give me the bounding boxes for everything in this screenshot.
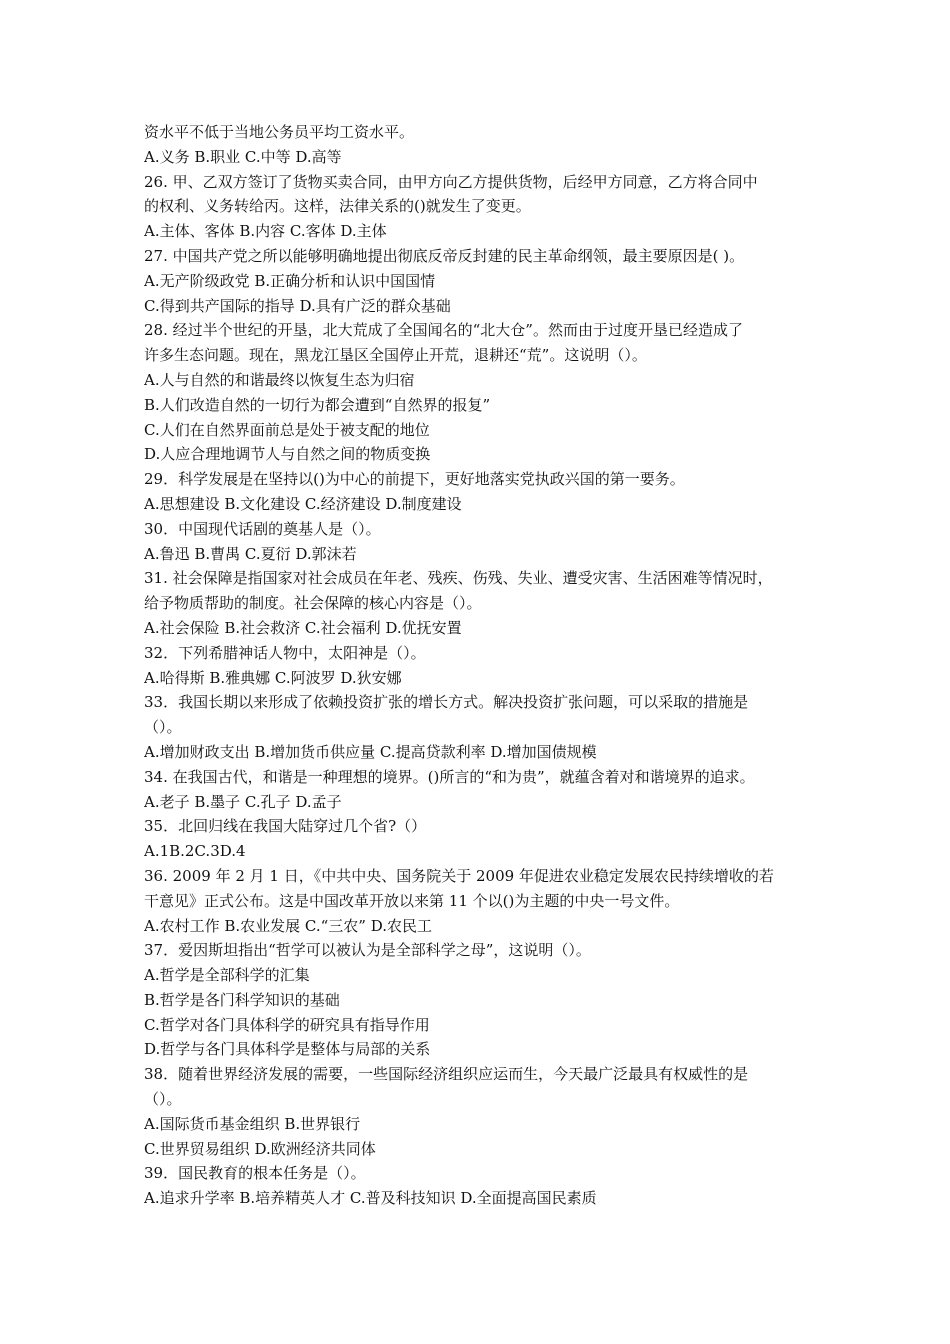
- answer-option-b: B.哲学是各门科学知识的基础: [144, 990, 340, 1009]
- answer-option-a: A.人与自然的和谐最终以恢复生态为归宿: [144, 370, 415, 389]
- question-35: 35．北回归线在我国大陆穿过几个省?（）: [144, 817, 427, 836]
- question-36-cont: 干意见》正式公布。这是中国改革开放以来第 11 个以()为主题的中央一号文件。: [144, 891, 680, 910]
- answer-options: A.鲁迅 B.曹禺 C.夏衍 D.郭沫若: [144, 544, 357, 563]
- answer-option-c: C.人们在自然界面前总是处于被支配的地位: [144, 420, 430, 439]
- answer-option-b: B.人们改造自然的一切行为都会遭到“自然界的报复”: [144, 395, 491, 414]
- answer-options: A.思想建设 B.文化建设 C.经济建设 D.制度建设: [144, 494, 462, 513]
- answer-option-a: A.哲学是全部科学的汇集: [144, 966, 310, 985]
- text-line: 资水平不低于当地公务员平均工资水平。: [144, 123, 415, 141]
- answer-options: A.老子 B.墨子 C.孔子 D.孟子: [144, 792, 342, 811]
- answer-options: A.1B.2C.3D.4: [144, 842, 246, 861]
- document-body: [144, 120, 814, 1211]
- question-33-cont: （）。: [144, 718, 182, 737]
- answer-option-c: C.哲学对各门具体科学的研究具有指导作用: [144, 1015, 430, 1034]
- question-38-cont: （）。: [144, 1090, 182, 1109]
- answer-options: A.国际货币基金组织 B.世界银行: [144, 1114, 361, 1133]
- question-36: 36. 2009 年 2 月 1 日，《中共中央、国务院关于 2009 年促进农业稳定发展农民持续增收的若: [144, 866, 774, 885]
- question-37: 37．爱因斯坦指出“哲学可以被认为是全部科学之母”，这说明（）。: [144, 941, 591, 960]
- question-33: 33．我国长期以来形成了依赖投资扩张的增长方式。解决投资扩张问题，可以采取的措施是: [144, 693, 749, 712]
- answer-options: A.无产阶级政党 B.正确分析和认识中国国情: [144, 271, 436, 290]
- question-38: 38．随着世界经济发展的需要，一些国际经济组织应运而生，今天最广泛最具有权威性的是: [144, 1065, 749, 1084]
- answer-options: C.得到共产国际的指导 D.具有广泛的群众基础: [144, 296, 451, 315]
- question-39: 39．国民教育的根本任务是（）。: [144, 1164, 366, 1183]
- answer-options: A.哈得斯 B.雅典娜 C.阿波罗 D.狄安娜: [144, 668, 402, 687]
- answer-options: A.社会保险 B.社会救济 C.社会福利 D.优抚安置: [144, 618, 462, 637]
- answer-options: A.义务 B.职业 C.中等 D.高等: [144, 147, 342, 166]
- question-28-cont: 许多生态问题。现在，黑龙江垦区全国停止开荒，退耕还“荒”。这说明（）。: [144, 346, 647, 365]
- question-27: 27. 中国共产党之所以能够明确地提出彻底反帝反封建的民主革命纲领，最主要原因是( )。: [144, 246, 745, 265]
- question-26: 26. 甲、乙双方签订了货物买卖合同，由甲方向乙方提供货物，后经甲方同意，乙方将合同中: [144, 172, 758, 191]
- question-29: 29．科学发展是在坚持以()为中心的前提下，更好地落实党执政兴国的第一要务。: [144, 470, 685, 489]
- question-34: 34. 在我国古代，和谐是一种理想的境界。()所言的“和为贵”，就蕴含着对和谐境界的追求。: [144, 767, 755, 786]
- answer-options: A.追求升学率 B.培养精英人才 C.普及科技知识 D.全面提高国民素质: [144, 1189, 597, 1208]
- question-32: 32．下列希腊神话人物中，太阳神是（）。: [144, 643, 426, 662]
- answer-options: C.世界贸易组织 D.欧洲经济共同体: [144, 1139, 376, 1158]
- answer-options: A.农村工作 B.农业发展 C.“三农” D.农民工: [144, 916, 433, 935]
- answer-options: A.增加财政支出 B.增加货币供应量 C.提高贷款利率 D.增加国债规模: [144, 742, 597, 761]
- answer-options: A.主体、客体 B.内容 C.客体 D.主体: [144, 222, 387, 241]
- question-26-cont: 的权利、义务转给丙。这样，法律关系的()就发生了变更。: [144, 197, 531, 216]
- question-31: 31. 社会保障是指国家对社会成员在年老、残疾、伤残、失业、遭受灾害、生活困难等情况时，: [144, 569, 773, 588]
- question-28: 28. 经过半个世纪的开垦，北大荒成了全国闻名的“北大仓”。然而由于过度开垦已经造成了: [144, 321, 743, 340]
- question-31-cont: 给予物质帮助的制度。社会保障的核心内容是（）。: [144, 594, 482, 613]
- question-30: 30．中国现代话剧的奠基人是（）。: [144, 519, 381, 538]
- answer-option-d: D.人应合理地调节人与自然之间的物质变换: [144, 445, 431, 464]
- answer-option-d: D.哲学与各门具体科学是整体与局部的关系: [144, 1040, 431, 1059]
